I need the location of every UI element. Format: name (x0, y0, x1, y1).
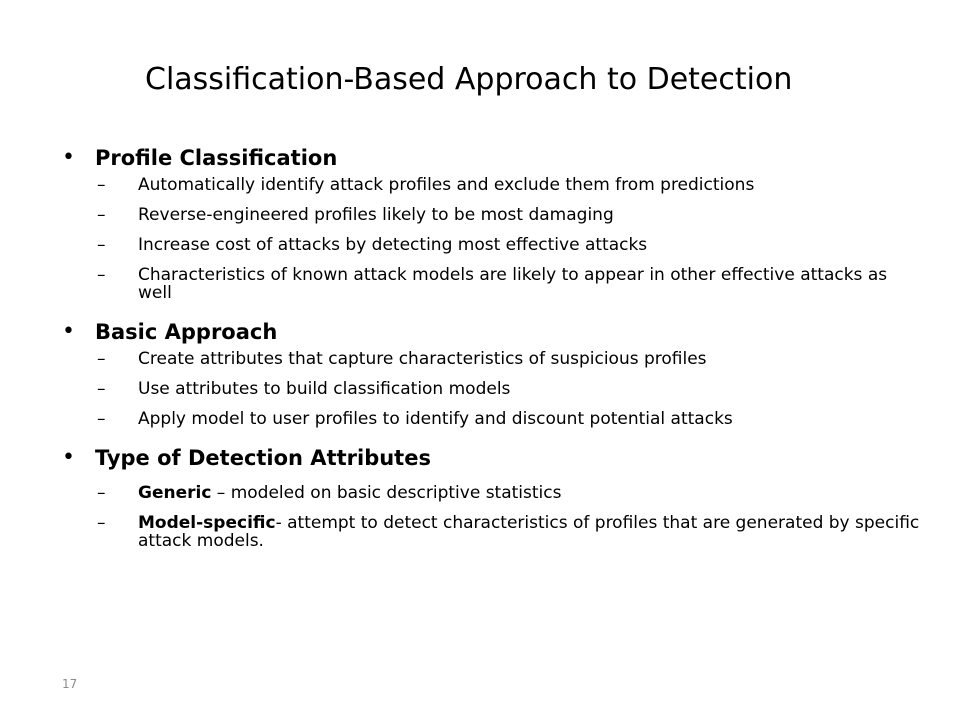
sub-item-text: Apply model to user profiles to identify and discount potential attacks (138, 409, 733, 429)
sub-item (95, 236, 922, 254)
sub-item (95, 514, 922, 550)
sub-item-text: Use attributes to build classification models (138, 379, 511, 399)
bullet-heading: Type of Detection Attributes (95, 446, 431, 470)
sub-item (95, 266, 922, 302)
slide-title: Classification-Based Approach to Detection (145, 62, 793, 97)
sub-item-text: – modeled on basic descriptive statistics (211, 483, 562, 503)
dash-icon: – (97, 175, 106, 195)
dash-icon: – (97, 205, 106, 225)
slide-content (62, 142, 922, 562)
sub-item (95, 410, 922, 428)
sub-item (95, 350, 922, 368)
sub-item-text: Create attributes that capture characteristics of suspicious profiles (138, 349, 707, 369)
dash-icon: – (97, 349, 106, 369)
bullet-heading: Profile Classification (95, 146, 338, 170)
dash-icon: – (97, 235, 106, 255)
sub-item-text: Increase cost of attacks by detecting most effective attacks (138, 235, 648, 255)
sub-item (95, 380, 922, 398)
dash-icon: – (97, 379, 106, 399)
bullet-basic-approach (62, 316, 922, 428)
sub-item (95, 206, 922, 224)
dash-icon: – (97, 513, 106, 533)
sub-item (95, 176, 922, 194)
bullet-icon: • (62, 319, 75, 344)
dash-icon: – (97, 409, 106, 429)
sub-list (95, 176, 922, 302)
bullet-icon: • (62, 145, 75, 170)
bullet-profile-classification (62, 142, 922, 302)
sub-list (95, 350, 922, 428)
sub-item-term: Model-specific (138, 513, 276, 533)
sub-item-term: Generic (138, 483, 212, 503)
page-number: 17 (62, 677, 78, 691)
sub-list (95, 484, 922, 550)
sub-item-text: Reverse-engineered profiles likely to be most damaging (138, 205, 614, 225)
dash-icon: – (97, 483, 106, 503)
sub-item (95, 484, 922, 502)
sub-item-text: Characteristics of known attack models are likely to appear in other effective attacks as well (138, 265, 888, 303)
dash-icon: – (97, 265, 106, 285)
bullet-icon: • (62, 445, 75, 470)
sub-item-text: Automatically identify attack profiles and exclude them from predictions (138, 175, 755, 195)
bullet-detection-attributes (62, 442, 922, 550)
bullet-heading: Basic Approach (95, 320, 278, 344)
sub-item-text: - attempt to detect characteristics of profiles that are generated by specific attack models. (138, 513, 920, 551)
